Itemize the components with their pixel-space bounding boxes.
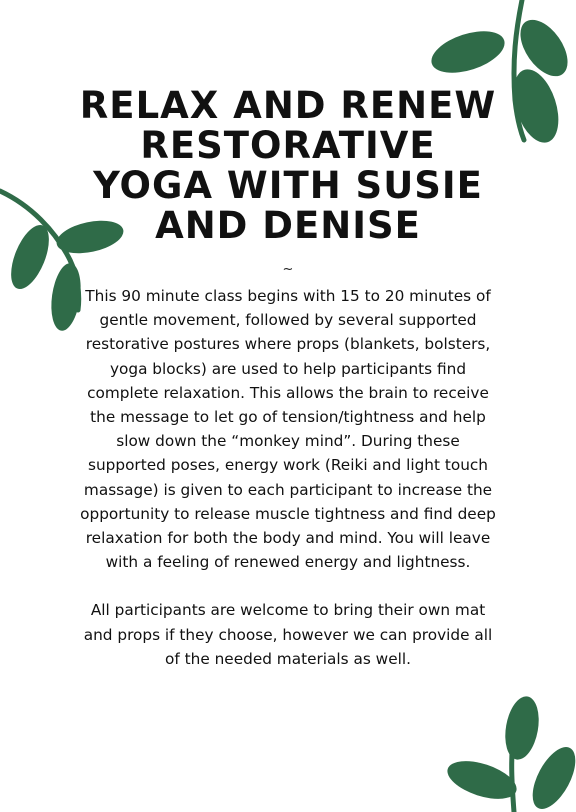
- title-line: YOGA WITH SUSIE: [93, 164, 483, 207]
- title-line: AND DENISE: [155, 204, 421, 247]
- leaf-branch-bottom-right-icon: [436, 690, 576, 812]
- description-paragraph: This 90 minute class begins with 15 to 20 minutes of gentle movement, followed by several supported restorative postures where props (blankets, bolsters, yoga blocks) are used to help participants find complete relaxation. This allows the brain to receive the message to let go of tension/tightness and help slow down the “monkey mind”. During these supported poses, energy work (Reiki and light touch massage) is given to each participant to increase the opportunity to release muscle tightness and find deep relaxation for both the body and mind. You will leave with a feeling of renewed energy and lightness.: [80, 287, 496, 572]
- class-description: [78, 284, 498, 671]
- tilde-divider: ~: [282, 262, 294, 277]
- title-line: RELAX AND RENEW: [79, 84, 497, 127]
- page-title: [60, 86, 516, 246]
- materials-paragraph: All participants are welcome to bring their own mat and props if they choose, however we can provide all of the needed materials as well.: [83, 601, 493, 668]
- title-line: RESTORATIVE: [140, 124, 436, 167]
